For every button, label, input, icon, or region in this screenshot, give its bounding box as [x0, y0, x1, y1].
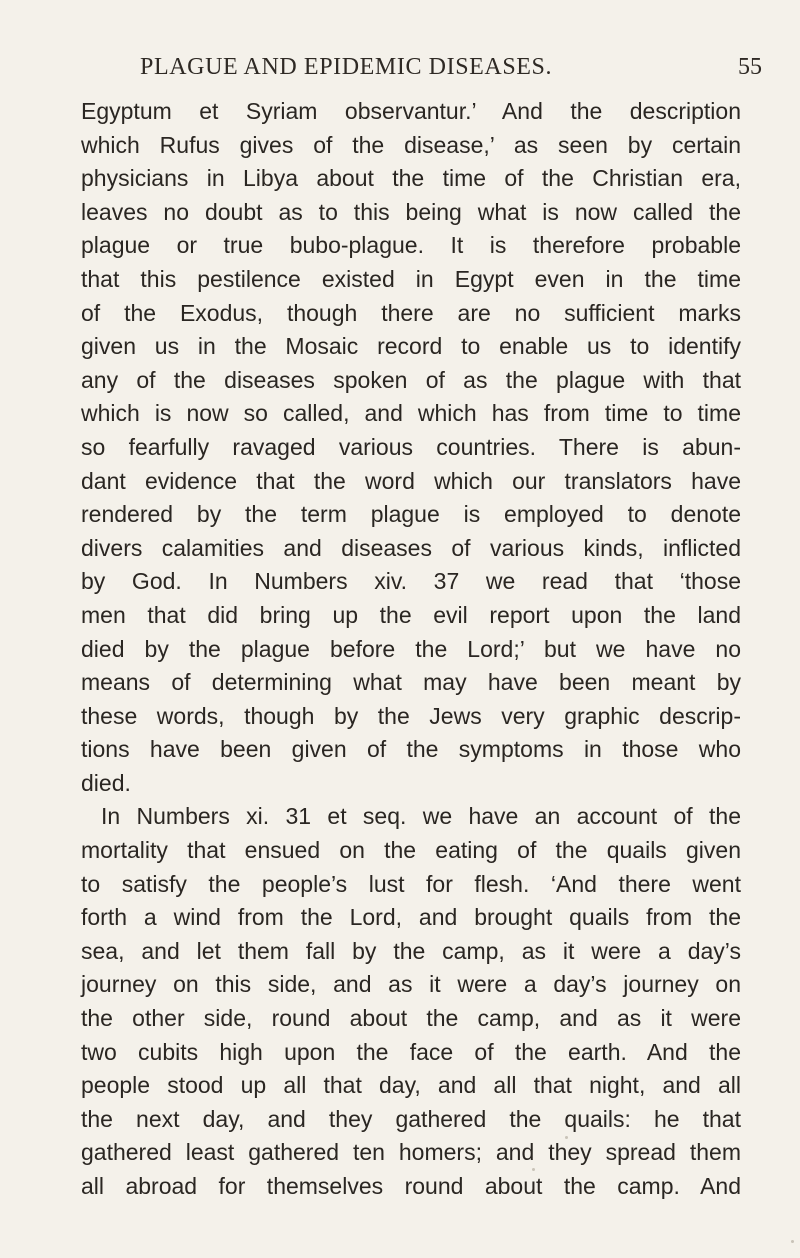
text-line: that this pestilence existed in Egypt even in the time — [81, 265, 741, 292]
text-line: Egyptum et Syriam observantur.’ And the description — [81, 98, 741, 124]
text-line: by God. In Numbers xiv. 37 we read that ‘those — [81, 568, 741, 595]
scan-speck — [791, 1240, 794, 1243]
running-title: PLAGUE AND EPIDEMIC DISEASES. — [140, 54, 553, 80]
text-line: gathered least gathered ten homers; and they spread them — [81, 1139, 741, 1166]
scan-speck — [565, 1136, 568, 1139]
page-number: 55 — [738, 54, 762, 80]
text-line: leaves no doubt as to this being what is now called the — [81, 198, 741, 225]
scan-speck — [532, 1168, 535, 1171]
running-head — [140, 54, 762, 86]
text-line: mortality that ensued on the eating of the quails given — [81, 837, 741, 864]
text-line: two cubits high upon the face of the earth. And the — [81, 1038, 741, 1065]
text-line: all abroad for themselves round about the camp. And — [81, 1173, 741, 1199]
text-line: so fearfully ravaged various countries. There is abun- — [81, 433, 741, 460]
text-line: which Rufus gives of the disease,’ as seen by certain — [81, 131, 741, 158]
text-line: died. — [81, 769, 131, 796]
text-line: divers calamities and diseases of various kinds, inflicted — [81, 534, 741, 561]
body-text — [81, 95, 741, 1204]
text-line: physicians in Libya about the time of the Christian era, — [81, 165, 741, 192]
text-line: the other side, round about the camp, and as it were — [81, 1005, 741, 1032]
text-line: means of determining what may have been meant by — [81, 669, 741, 696]
text-line: forth a wind from the Lord, and brought quails from the — [81, 904, 741, 931]
text-line: dant evidence that the word which our translators have — [81, 467, 741, 494]
text-line: rendered by the term plague is employed to denote — [81, 501, 741, 528]
text-line: plague or true bubo-plague. It is therefore probable — [81, 232, 741, 259]
text-line: to satisfy the people’s lust for flesh. ‘And there went — [81, 870, 741, 897]
text-line: people stood up all that day, and all that night, and all — [81, 1072, 741, 1099]
text-line: any of the diseases spoken of as the plague with that — [81, 366, 741, 393]
text-line: journey on this side, and as it were a day’s journey on — [81, 971, 741, 998]
text-line: the next day, and they gathered the quails: he that — [81, 1105, 741, 1132]
text-line: these words, though by the Jews very graphic descrip- — [81, 702, 741, 729]
text-line: In Numbers xi. 31 et seq. we have an account of the — [101, 803, 741, 830]
text-line: which is now so called, and which has from time to time — [81, 400, 741, 427]
text-line: sea, and let them fall by the camp, as it were a day’s — [81, 937, 741, 964]
text-line: given us in the Mosaic record to enable us to identify — [81, 333, 741, 360]
text-line: men that did bring up the evil report upon the land — [81, 601, 741, 628]
text-line: of the Exodus, though there are no sufficient marks — [81, 299, 741, 326]
text-line: tions have been given of the symptoms in those who — [81, 736, 741, 763]
text-line: died by the plague before the Lord;’ but we have no — [81, 635, 741, 662]
